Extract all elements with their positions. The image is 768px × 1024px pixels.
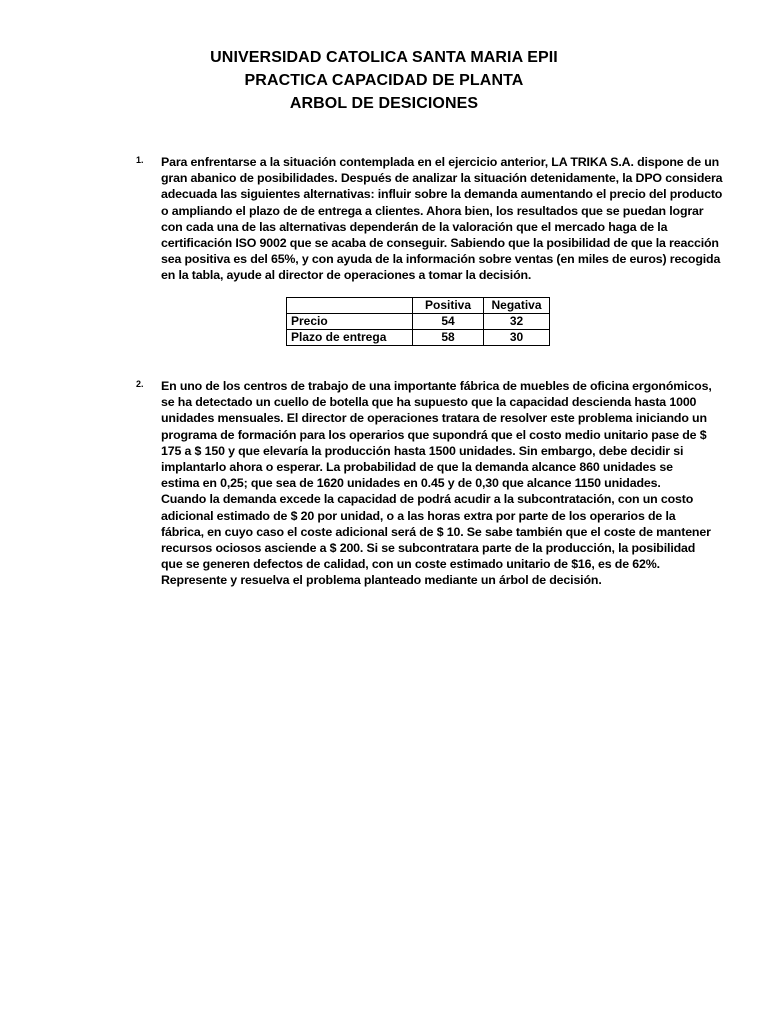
text-line: Para enfrentarse a la situación contemplada en el ejercicio anterior, LA TRIKA S.A. dispone de un	[161, 155, 720, 169]
problem-2-number: 2.	[136, 379, 144, 389]
table-header-negativa: Negativa	[484, 298, 550, 314]
title-practice: PRACTICA CAPACIDAD DE PLANTA	[244, 72, 524, 89]
text-line: sea positiva es del 65%, y con ayuda de la información sobre ventas (en miles de euros) recogida	[161, 252, 721, 267]
cell-positiva: 58	[413, 330, 484, 346]
text-line: se ha detectado un cuello de botella que ha supuesto que la capacidad descienda hasta 1000	[161, 395, 697, 410]
text-line: fábrica, en cuyo caso el coste adicional será de $ 10. Se sabe también que el coste de mantener	[161, 524, 711, 539]
text-line: Represente y resuelva el problema planteado mediante un árbol de decisión.	[161, 573, 602, 588]
text-line: recursos ociosos asciende a $ 200. Si se subcontratara parte de la producción, la posibilidad	[161, 541, 696, 556]
problem-1-text	[161, 154, 723, 284]
text-line: estima en 0,25; que sea de 1620 unidades en 0.45 y de 0,30 que alcance 1150 unidades.	[161, 476, 661, 491]
text-line: certificación ISO 9002 que se acaba de conseguir. Sabiendo que la posibilidad de que la reacción	[161, 236, 719, 251]
document-title	[0, 46, 768, 115]
problem-1-number: 1.	[136, 155, 144, 165]
table-header-row	[287, 298, 550, 314]
text-line: adecuada las siguientes alternativas: influir sobre la demanda aumentando el precio del producto	[161, 187, 723, 202]
text-line: con cada una de las alternativas dependerán de la valoración que el mercado haga de la	[161, 219, 668, 234]
text-line: adicional estimado de $ 20 por unidad, o a las horas extra por parte de los operarios de la	[161, 508, 676, 523]
text-line: gran abanico de posibilidades. Después de analizar la situación detenidamente, la DPO considera	[161, 171, 723, 186]
text-line: programa de formación para los operarios que supondrá que el costo medio unitario pase de $	[161, 427, 707, 442]
table-header-positiva: Positiva	[413, 298, 484, 314]
text-line: unidades mensuales. El director de operaciones tratara de resolver este problema iniciando un	[161, 411, 707, 426]
title-topic: ARBOL DE DESICIONES	[289, 95, 479, 112]
title-university: UNIVERSIDAD CATOLICA SANTA MARIA EPII	[210, 49, 558, 66]
sales-table	[286, 297, 550, 346]
table-row	[287, 330, 550, 346]
row-label: Plazo de entrega	[287, 330, 413, 346]
text-line: En uno de los centros de trabajo de una importante fábrica de muebles de oficina ergonómicos,	[161, 379, 712, 393]
cell-negativa: 32	[484, 314, 550, 330]
text-line: o ampliando el plazo de de entrega a clientes. Ahora bien, los resultados que se puedan lograr	[161, 203, 704, 218]
text-line: 175 a $ 150 y que elevaría la producción hasta 1500 unidades. Sin embargo, debe decidir si	[161, 443, 684, 458]
problem-2-text	[161, 378, 721, 589]
table-header-empty	[287, 298, 413, 314]
text-line: implantarlo ahora o esperar. La probabilidad de que la demanda alcance 860 unidades se	[161, 460, 673, 475]
row-label: Precio	[287, 314, 413, 330]
cell-negativa: 30	[484, 330, 550, 346]
text-line: Cuando la demanda excede la capacidad de podrá acudir a la subcontratación, con un costo	[161, 492, 694, 507]
table-row	[287, 314, 550, 330]
text-line: en la tabla, ayude al director de operaciones a tomar la decisión.	[161, 268, 532, 283]
cell-positiva: 54	[413, 314, 484, 330]
text-line: que se generen defectos de calidad, con un coste estimado unitario de $16, es de 62%.	[161, 557, 660, 572]
